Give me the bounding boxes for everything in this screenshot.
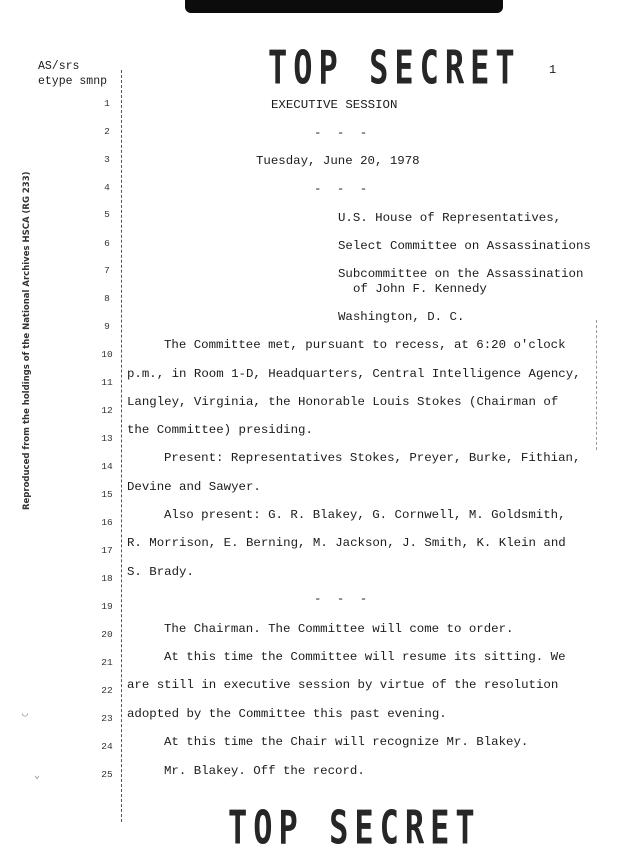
- separator: - - -: [314, 126, 372, 140]
- body-line: p.m., in Room 1-D, Headquarters, Central Intelligence Agency,: [127, 367, 581, 381]
- line-number: 15: [101, 489, 113, 500]
- typist-reference: etype smnp: [38, 75, 108, 88]
- line-number: 24: [101, 741, 113, 752]
- line-number: 16: [101, 517, 113, 528]
- body-line: The Chairman. The Committee will come to order.: [164, 622, 514, 636]
- line-number: 11: [101, 377, 113, 388]
- scan-speck: ⌄: [34, 771, 41, 782]
- line-number: 23: [101, 713, 113, 724]
- line-number: 14: [101, 461, 113, 472]
- address-line: Select Committee on Assassinations: [338, 239, 591, 253]
- body-line: R. Morrison, E. Berning, M. Jackson, J. Smith, K. Klein and: [127, 536, 566, 550]
- margin-rule: [121, 70, 122, 822]
- line-number: 1: [104, 98, 110, 109]
- address-line: Subcommittee on the Assassination: [338, 267, 584, 281]
- hearing-date: Tuesday, June 20, 1978: [256, 154, 420, 168]
- address-line: of John F. Kennedy: [353, 282, 487, 296]
- body-line: At this time the Chair will recognize Mr. Blakey.: [164, 735, 529, 749]
- line-number: 4: [104, 182, 110, 193]
- line-number: 25: [101, 769, 113, 780]
- right-margin-rule: [596, 320, 597, 450]
- body-line: adopted by the Committee this past evening.: [127, 707, 447, 721]
- line-number: 10: [101, 349, 113, 360]
- line-number: 5: [104, 209, 110, 220]
- body-line: Present: Representatives Stokes, Preyer, Burke, Fithian,: [164, 451, 581, 465]
- session-title: EXECUTIVE SESSION: [271, 98, 398, 112]
- separator: - - -: [314, 592, 372, 606]
- line-number: 13: [101, 433, 113, 444]
- redaction-bar: [185, 0, 503, 13]
- scan-speck: ◡: [22, 709, 29, 720]
- top-secret-stamp: TOP SECRET: [268, 40, 521, 96]
- address-line: Washington, D. C.: [338, 310, 465, 324]
- page-number: 1: [549, 63, 557, 77]
- line-number: 18: [101, 573, 113, 584]
- line-number: 21: [101, 657, 113, 668]
- body-line: S. Brady.: [127, 565, 194, 579]
- line-number: 7: [104, 265, 110, 276]
- body-line: Mr. Blakey. Off the record.: [164, 764, 365, 778]
- top-secret-stamp-bottom: TOP SECRET: [228, 800, 481, 855]
- line-number: 19: [101, 601, 113, 612]
- line-number: 3: [104, 154, 110, 165]
- line-number: 2: [104, 126, 110, 137]
- typist-reference: AS/srs: [38, 60, 80, 73]
- line-number: 22: [101, 685, 113, 696]
- separator: - - -: [314, 182, 372, 196]
- body-line: Devine and Sawyer.: [127, 480, 261, 494]
- line-number: 12: [101, 405, 113, 416]
- body-line: Langley, Virginia, the Honorable Louis Stokes (Chairman of: [127, 395, 559, 409]
- address-line: U.S. House of Representatives,: [338, 211, 562, 225]
- line-number: 17: [101, 545, 113, 556]
- line-number: 20: [101, 629, 113, 640]
- body-line: At this time the Committee will resume its sitting. We: [164, 650, 566, 664]
- body-line: are still in executive session by virtue of the resolution: [127, 678, 559, 692]
- archive-side-note: Reproduced from the holdings of the National Archives HSCA (RG 233): [22, 171, 32, 510]
- line-number: 9: [104, 321, 110, 332]
- line-number: 8: [104, 293, 110, 304]
- body-line: The Committee met, pursuant to recess, at 6:20 o'clock: [164, 338, 566, 352]
- line-number: 6: [104, 238, 110, 249]
- body-line: Also present: G. R. Blakey, G. Cornwell, M. Goldsmith,: [164, 508, 566, 522]
- body-line: the Committee) presiding.: [127, 423, 313, 437]
